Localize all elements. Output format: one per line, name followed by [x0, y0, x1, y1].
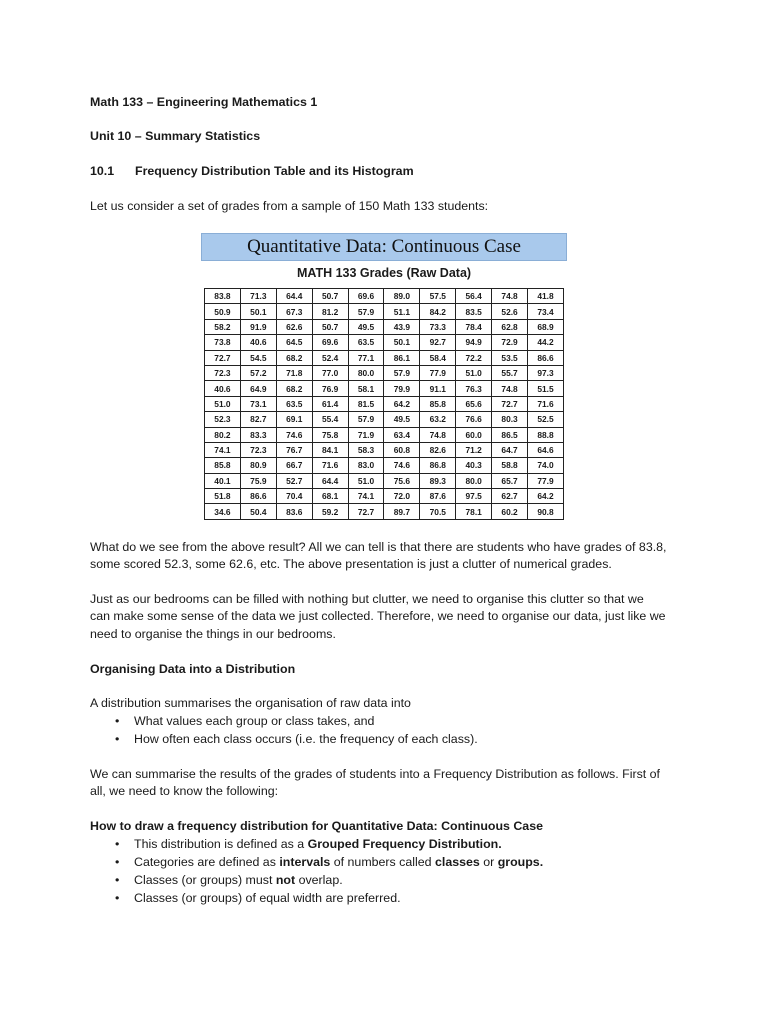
bullet-dot: •	[115, 732, 120, 746]
grade-cell: 82.6	[420, 442, 456, 457]
grade-cell: 63.4	[384, 427, 420, 442]
grade-cell: 76.3	[456, 381, 492, 396]
bullet-item: • Categories are defined as intervals of numbers called classes or groups.	[115, 855, 544, 869]
bullet-item: • This distribution is defined as a Grouped Frequency Distribution.	[115, 837, 502, 851]
grade-cell: 92.7	[420, 335, 456, 350]
grade-cell: 79.9	[384, 381, 420, 396]
grade-cell: 51.0	[348, 473, 384, 488]
grade-cell: 62.7	[492, 489, 528, 504]
grade-cell: 85.8	[420, 396, 456, 411]
grade-cell: 52.7	[276, 473, 312, 488]
grade-cell: 59.2	[312, 504, 348, 519]
grade-cell: 50.9	[205, 304, 241, 319]
grade-cell: 76.7	[276, 442, 312, 457]
grades-table	[204, 288, 564, 520]
grade-cell: 72.0	[384, 489, 420, 504]
grade-cell: 84.1	[312, 442, 348, 457]
section-heading	[90, 163, 414, 180]
grade-cell: 80.0	[456, 473, 492, 488]
grade-cell: 41.8	[528, 289, 564, 304]
grade-cell: 72.2	[456, 350, 492, 365]
grade-cell: 57.9	[348, 304, 384, 319]
grade-cell: 55.4	[312, 412, 348, 427]
grade-cell: 40.6	[205, 381, 241, 396]
grade-cell: 40.6	[240, 335, 276, 350]
grade-cell: 49.5	[348, 319, 384, 334]
grade-cell: 71.6	[528, 396, 564, 411]
table-row	[205, 473, 564, 488]
grade-cell: 65.7	[492, 473, 528, 488]
grade-cell: 78.1	[456, 504, 492, 519]
grade-cell: 94.9	[456, 335, 492, 350]
grade-cell: 77.9	[420, 365, 456, 380]
grade-cell: 60.2	[492, 504, 528, 519]
grade-cell: 64.2	[384, 396, 420, 411]
grade-cell: 75.8	[312, 427, 348, 442]
grade-cell: 72.7	[205, 350, 241, 365]
table-row	[205, 412, 564, 427]
grade-cell: 40.1	[205, 473, 241, 488]
table-row	[205, 489, 564, 504]
grade-cell: 64.7	[492, 442, 528, 457]
bullet-item: • How often each class occurs (i.e. the frequency of each class).	[115, 732, 478, 746]
bullet-item: • Classes (or groups) must not overlap.	[115, 873, 343, 887]
table-row	[205, 319, 564, 334]
grade-cell: 71.3	[240, 289, 276, 304]
table-row	[205, 304, 564, 319]
table-row	[205, 427, 564, 442]
grade-cell: 73.8	[205, 335, 241, 350]
section-number: 10.1	[90, 164, 115, 178]
grade-cell: 72.3	[240, 442, 276, 457]
bullet-item: • Classes (or groups) of equal width are preferred.	[115, 891, 401, 905]
course-title: Math 133 – Engineering Mathematics 1	[90, 95, 318, 109]
para2-line-3: need to organise the things in our bedrooms.	[90, 627, 336, 641]
unit-title: Unit 10 – Summary Statistics	[90, 129, 261, 143]
grade-cell: 58.3	[348, 442, 384, 457]
grade-cell: 72.7	[492, 396, 528, 411]
grade-cell: 77.0	[312, 365, 348, 380]
grade-cell: 80.9	[240, 458, 276, 473]
grade-cell: 71.8	[276, 365, 312, 380]
grade-cell: 76.6	[456, 412, 492, 427]
grade-cell: 60.0	[456, 427, 492, 442]
grade-cell: 88.8	[528, 427, 564, 442]
grade-cell: 49.5	[384, 412, 420, 427]
grade-cell: 43.9	[384, 319, 420, 334]
grade-cell: 52.5	[528, 412, 564, 427]
grade-cell: 51.8	[205, 489, 241, 504]
grade-cell: 44.2	[528, 335, 564, 350]
grade-cell: 51.0	[205, 396, 241, 411]
grade-cell: 83.8	[205, 289, 241, 304]
grade-cell: 73.3	[420, 319, 456, 334]
grade-cell: 83.5	[456, 304, 492, 319]
subheading-how-to: How to draw a frequency distribution for Quantitative Data: Continuous Case	[90, 819, 543, 833]
para1-line-2: some scored 52.3, some 62.6, etc. The above presentation is just a clutter of numerical grades.	[90, 557, 612, 571]
grade-cell: 50.4	[240, 504, 276, 519]
grade-cell: 68.1	[312, 489, 348, 504]
grade-cell: 58.1	[348, 381, 384, 396]
figure-banner: Quantitative Data: Continuous Case	[201, 233, 567, 261]
table-row	[205, 458, 564, 473]
grade-cell: 74.8	[492, 381, 528, 396]
table-row	[205, 442, 564, 457]
grade-cell: 52.6	[492, 304, 528, 319]
grade-cell: 97.3	[528, 365, 564, 380]
grade-cell: 73.1	[240, 396, 276, 411]
grade-cell: 64.4	[312, 473, 348, 488]
grade-cell: 77.1	[348, 350, 384, 365]
grade-cell: 71.2	[456, 442, 492, 457]
table-row	[205, 289, 564, 304]
subheading-distribution: Organising Data into a Distribution	[90, 662, 296, 676]
grade-cell: 86.6	[528, 350, 564, 365]
grade-cell: 66.7	[276, 458, 312, 473]
grade-cell: 70.5	[420, 504, 456, 519]
grade-cell: 57.5	[420, 289, 456, 304]
grade-cell: 58.4	[420, 350, 456, 365]
bullet-dot: •	[115, 837, 120, 851]
grade-cell: 91.1	[420, 381, 456, 396]
grade-cell: 64.2	[528, 489, 564, 504]
grade-cell: 86.1	[384, 350, 420, 365]
grade-cell: 34.6	[205, 504, 241, 519]
grade-cell: 64.6	[528, 442, 564, 457]
table-row	[205, 504, 564, 519]
grades-table-title: MATH 133 Grades (Raw Data)	[296, 266, 472, 280]
grade-cell: 89.0	[384, 289, 420, 304]
grade-cell: 69.1	[276, 412, 312, 427]
grade-cell: 64.5	[276, 335, 312, 350]
grade-cell: 74.6	[276, 427, 312, 442]
grade-cell: 71.9	[348, 427, 384, 442]
grade-cell: 91.9	[240, 319, 276, 334]
grade-cell: 70.4	[276, 489, 312, 504]
grade-cell: 97.5	[456, 489, 492, 504]
grade-cell: 60.8	[384, 442, 420, 457]
grade-cell: 83.3	[240, 427, 276, 442]
grade-cell: 52.3	[205, 412, 241, 427]
grade-cell: 77.9	[528, 473, 564, 488]
grade-cell: 40.3	[456, 458, 492, 473]
grade-cell: 51.5	[528, 381, 564, 396]
grade-cell: 69.6	[348, 289, 384, 304]
intro-text: Let us consider a set of grades from a sample of 150 Math 133 students:	[90, 199, 489, 213]
grade-cell: 69.6	[312, 335, 348, 350]
para2-line-2: can make some sense of the data we just collected. Therefore, we need to organise our data, just like we	[90, 609, 666, 623]
grade-cell: 76.9	[312, 381, 348, 396]
grade-cell: 74.1	[205, 442, 241, 457]
grade-cell: 51.1	[384, 304, 420, 319]
para1-line-1: What do we see from the above result? All we can tell is that there are students who have grades of 83.8,	[90, 540, 667, 554]
grade-cell: 56.4	[456, 289, 492, 304]
grade-cell: 57.2	[240, 365, 276, 380]
bullet-dot: •	[115, 714, 120, 728]
grade-cell: 86.5	[492, 427, 528, 442]
grade-cell: 86.8	[420, 458, 456, 473]
bullet-dot: •	[115, 891, 120, 905]
grade-cell: 58.2	[205, 319, 241, 334]
grade-cell: 68.2	[276, 350, 312, 365]
grade-cell: 74.8	[420, 427, 456, 442]
grade-cell: 84.2	[420, 304, 456, 319]
grade-cell: 55.7	[492, 365, 528, 380]
grade-cell: 74.6	[384, 458, 420, 473]
grade-cell: 81.2	[312, 304, 348, 319]
grade-cell: 72.7	[348, 504, 384, 519]
grade-cell: 80.2	[205, 427, 241, 442]
grade-cell: 74.8	[492, 289, 528, 304]
bullet-dot: •	[115, 873, 120, 887]
grade-cell: 90.8	[528, 504, 564, 519]
grade-cell: 63.2	[420, 412, 456, 427]
grade-cell: 74.0	[528, 458, 564, 473]
table-row	[205, 350, 564, 365]
grade-cell: 82.7	[240, 412, 276, 427]
grade-cell: 74.1	[348, 489, 384, 504]
grade-cell: 89.3	[420, 473, 456, 488]
grade-cell: 50.7	[312, 319, 348, 334]
grade-cell: 73.4	[528, 304, 564, 319]
grade-cell: 63.5	[348, 335, 384, 350]
grade-cell: 83.6	[276, 504, 312, 519]
para3-line-1: We can summarise the results of the grades of students into a Frequency Distribution as follows. First of	[90, 767, 660, 781]
grade-cell: 68.2	[276, 381, 312, 396]
grade-cell: 51.0	[456, 365, 492, 380]
grade-cell: 80.3	[492, 412, 528, 427]
grade-cell: 80.0	[348, 365, 384, 380]
para3-line-2: all, we need to know the following:	[90, 784, 279, 798]
grade-cell: 75.6	[384, 473, 420, 488]
grade-cell: 61.4	[312, 396, 348, 411]
table-row	[205, 396, 564, 411]
grade-cell: 83.0	[348, 458, 384, 473]
grade-cell: 72.9	[492, 335, 528, 350]
grade-cell: 86.6	[240, 489, 276, 504]
grade-cell: 81.5	[348, 396, 384, 411]
distribution-intro: A distribution summarises the organisation of raw data into	[90, 696, 411, 710]
grade-cell: 87.6	[420, 489, 456, 504]
grade-cell: 75.9	[240, 473, 276, 488]
grade-cell: 50.1	[240, 304, 276, 319]
section-title: Frequency Distribution Table and its Histogram	[135, 164, 414, 178]
grade-cell: 54.5	[240, 350, 276, 365]
grade-cell: 52.4	[312, 350, 348, 365]
grade-cell: 68.9	[528, 319, 564, 334]
grade-cell: 65.6	[456, 396, 492, 411]
table-row	[205, 335, 564, 350]
grade-cell: 62.8	[492, 319, 528, 334]
grade-cell: 63.5	[276, 396, 312, 411]
grade-cell: 71.6	[312, 458, 348, 473]
para2-line-1: Just as our bedrooms can be filled with nothing but clutter, we need to organise this clutter so that we	[90, 592, 644, 606]
grade-cell: 50.1	[384, 335, 420, 350]
bullet-dot: •	[115, 855, 120, 869]
grade-cell: 72.3	[205, 365, 241, 380]
grade-cell: 57.9	[384, 365, 420, 380]
grade-cell: 50.7	[312, 289, 348, 304]
grade-cell: 64.9	[240, 381, 276, 396]
grade-cell: 58.8	[492, 458, 528, 473]
grade-cell: 62.6	[276, 319, 312, 334]
grade-cell: 78.4	[456, 319, 492, 334]
grade-cell: 89.7	[384, 504, 420, 519]
grade-cell: 53.5	[492, 350, 528, 365]
grade-cell: 64.4	[276, 289, 312, 304]
grade-cell: 67.3	[276, 304, 312, 319]
table-row	[205, 381, 564, 396]
grade-cell: 85.8	[205, 458, 241, 473]
bullet-item: • What values each group or class takes, and	[115, 714, 375, 728]
table-row	[205, 365, 564, 380]
grade-cell: 57.9	[348, 412, 384, 427]
